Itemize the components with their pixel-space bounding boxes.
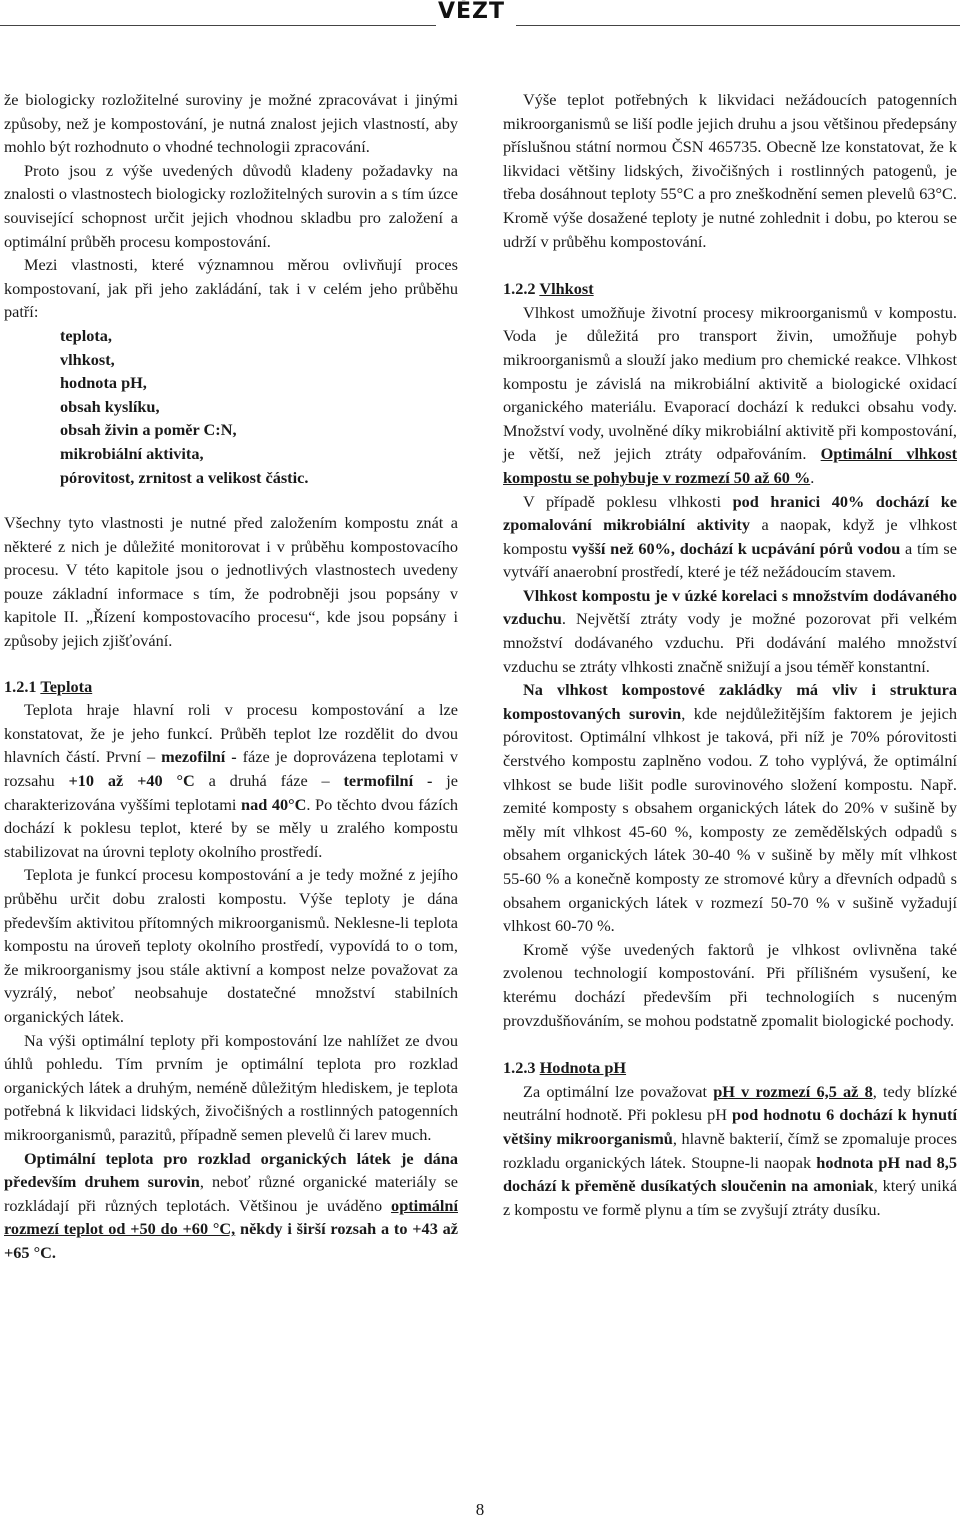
section-title: Vlhkost — [539, 279, 594, 299]
paragraph: Na výši optimální teploty při kompostování lze nahlížet ze dvou úhlů pohledu. Tím prvním je optimální teplota pro rozklad organických látek a druhým, neméně důležitým hlediskem, je teplota potřebná k likvidaci lidských, živočišných a rostlinných patogenních mikroorganismů, parazitů, případně semen plevelů či larev much. — [4, 1030, 458, 1144]
paragraph: Za optimální lze považovat pH v rozmezí 6,5 až 8, tedy blízké neutrální hodnotě. Při poklesu pH pod hodnotu 6 dochází k hynutí většiny mikroorganismů, hlavně bakterií, čímž se zpomaluje proces rozkladu organických látek. Stoupne-li naopak hodnota pH nad 8,5 dochází k přeměně dusíkatých sloučenin na amoniak, který uniká z kompostu ve formě plynu a tím se zvyšují ztráty dusíku. — [503, 1081, 957, 1219]
paragraph: Výše teplot potřebných k likvidaci nežádoucích patogenních mikroorganismů se liší podle jejich druhu a jsou většinou předepsány příslušnou státní normou ČSN 465735. Obecně lze konstatovat, že k likvidaci většiny lidských, živočišných i rostlinných patogenů, je třeba dosáhnout teploty 55°C a pro zneškodnění semen plevelů 63°C. Kromě výše dosažené teploty je nutné zohlednit i dobu, po kterou se udrží v průběhu kompostování. — [503, 90, 957, 251]
list-item: pórovitost, zrnitost a velikost částic. — [60, 467, 309, 487]
paragraph: Mezi vlastnosti, které významnou měrou ovlivňují proces kompostovaní, jak při jeho zakládání, tak i v celém jeho průběhu patří: — [4, 255, 458, 322]
list-item: vlhkost, — [60, 349, 115, 369]
paragraph: Teplota je funkcí procesu kompostování a je tedy možné z jejího průběhu určit dobu zralosti kompostu. Výše teploty je dána především aktivitou přítomných mikroorganismů. Neklesne-li teplota kompostu na úroveň teploty okolního prostředí, vypovídá to o tom, že mikroorganismy jsou stále aktivní a kompost nelze považovat za vyzrálý, neboť neobsahuje dostatečné množství stabilních organických látek. — [4, 865, 458, 1026]
publisher-logo: VĚZT — [438, 0, 506, 24]
section-number: 1.2.2 — [503, 279, 536, 299]
section-number: 1.2.3 — [503, 1058, 536, 1078]
list-item: hodnota pH, — [60, 373, 147, 393]
paragraph: Teplota hraje hlavní roli v procesu kompostování a lze konstatovat, že je jeho funkcí. Průběh teplot lze rozdělit do dvou hlavních částí. První – mezofilní - fáze je doprovázena teplotami v rozsahu +10 až +40 °C a druhá fáze – termofilní - je charakterizována vyššími teplotami nad 40°C. Po těchto dvou fázích dochází k poklesu teplot, které by se měly u zralého kompostu stabilizovat na úrovni teploty okolního prostředí. — [4, 700, 459, 861]
paragraph: Vlhkost umožňuje životní procesy mikroorganismů v kompostu. Voda je důležitá pro transport živin, umožňuje pohyb mikroorganismů a slouží jako medium pro chemické reakce. Vlhkost kompostu je závislá na mikrobiální aktivitě a biologické oxidací organického materiálu. Evaporací dochází k redukci obsahu vody. Množství vody, uvolněné díky mikrobiální aktivitě při kompostování, je větší, než jejich ztráty odpařováním. Optimální vlhkost kompostu se pohybuje v rozmezí 50 až 60 %. — [503, 302, 957, 487]
section-title: Teplota — [40, 676, 93, 696]
section-heading-teplota — [4, 675, 458, 699]
paragraph: V případě poklesu vlhkosti pod hranici 40% dochází ke zpomalování mikrobiální aktivity a naopak, když je vlhkost kompostu vyšší než 60%, dochází k ucpávání pórů vodou a tím se vytváří anaerobní prostředí, které je též nežádoucím stavem. — [503, 491, 957, 582]
section-heading-vlhkost — [503, 277, 957, 301]
section-heading-ph — [503, 1056, 957, 1080]
left-column — [4, 88, 458, 1265]
section-number: 1.2.1 — [4, 676, 37, 696]
page-number: 8 — [475, 1500, 485, 1519]
paragraph: Optimální teplota pro rozklad organických látek je dána především druhem surovin, neboť různé organické materiály se rozkládají při různých teplotách. Většinou je uváděno optimální rozmezí teplot od +50 do +60 °C, někdy i širší rozsah a to +43 až +65 °C. — [4, 1148, 458, 1262]
properties-list — [4, 324, 458, 489]
list-item: teplota, — [60, 325, 112, 345]
paragraph: Na vlhkost kompostové zakládky má vliv i struktura kompostovaných surovin, kde nejdůležitějším faktorem je jejich pórovitost. Optimální vlhkost je taková, při níž je 70% pórovitosti čerstvého kompostu zaplněno vodou. Z toho vyplývá, že optimální vlhkost se bude lišit podle surovinového složení kompostu. Např. zemité komposty s obsahem organických látek do 20% v sušině by měly mít vlhkost 45-60 %, komposty ze zemědělských odpadů s obsahem organických látek 30-40 % v sušině by měly mít vlhkost 55-60 % a konečně komposty ze stromové kůry a dřevních odpadů s obsahem organických látek v rozmezí 50-70 % v sušině vyžadují vlhkost 60-70 %. — [503, 680, 958, 936]
paragraph: Vlhkost kompostu je v úzké korelaci s množstvím dodávaného vzduchu. Největší ztráty vody je možné pozorovat při velkém množství dodávaného vzduchu. Při dodávání malého množství vzduchu se ztráty vlhkosti značně snižují a jsou téměř konstantní. — [503, 585, 957, 676]
list-item: mikrobiální aktivita, — [60, 443, 204, 463]
paragraph: Všechny tyto vlastnosti je nutné před založením kompostu znát a některé z nich je důležité monitorovat i v průběhu kompostovacího procesu. V této kapitole jsou o jednotlivých vlastnostech uvedeny pouze základní informace s tím, že podrobněji jsou popsány v kapitole II. „Řízení kompostovacího procesu“, kde jsou popsány i způsoby jejich zjišťování. — [4, 513, 458, 651]
list-item: obsah kyslíku, — [60, 396, 160, 416]
list-item: obsah živin a poměr C:N, — [60, 420, 237, 440]
paragraph: že biologicky rozložitelné suroviny je možné zpracovávat i jinými způsoby, než je kompostování, je nutná znalost jejich vlastností, aby mohlo být rozhodnuto o vhodné technologii zpracování. — [4, 90, 458, 157]
right-column — [503, 88, 957, 1221]
paragraph: Kromě výše uvedených faktorů je vlhkost ovlivněna také zvolenou technologií kompostování. Při přílišném vysušení, ke kterému dochází především při technologiích s nuceným provzdušňováním, se mohou podstatně zpomalit biologické pochody. — [503, 939, 957, 1030]
paragraph: Proto jsou z výše uvedených důvodů kladeny požadavky na znalosti o vlastnostech biologicky rozložitelných surovin a s tím úzce související schopnost určit jejich vhodnou skladbu pro založení a optimální průběh procesu kompostování. — [4, 160, 458, 251]
section-title: Hodnota pH — [539, 1058, 627, 1078]
